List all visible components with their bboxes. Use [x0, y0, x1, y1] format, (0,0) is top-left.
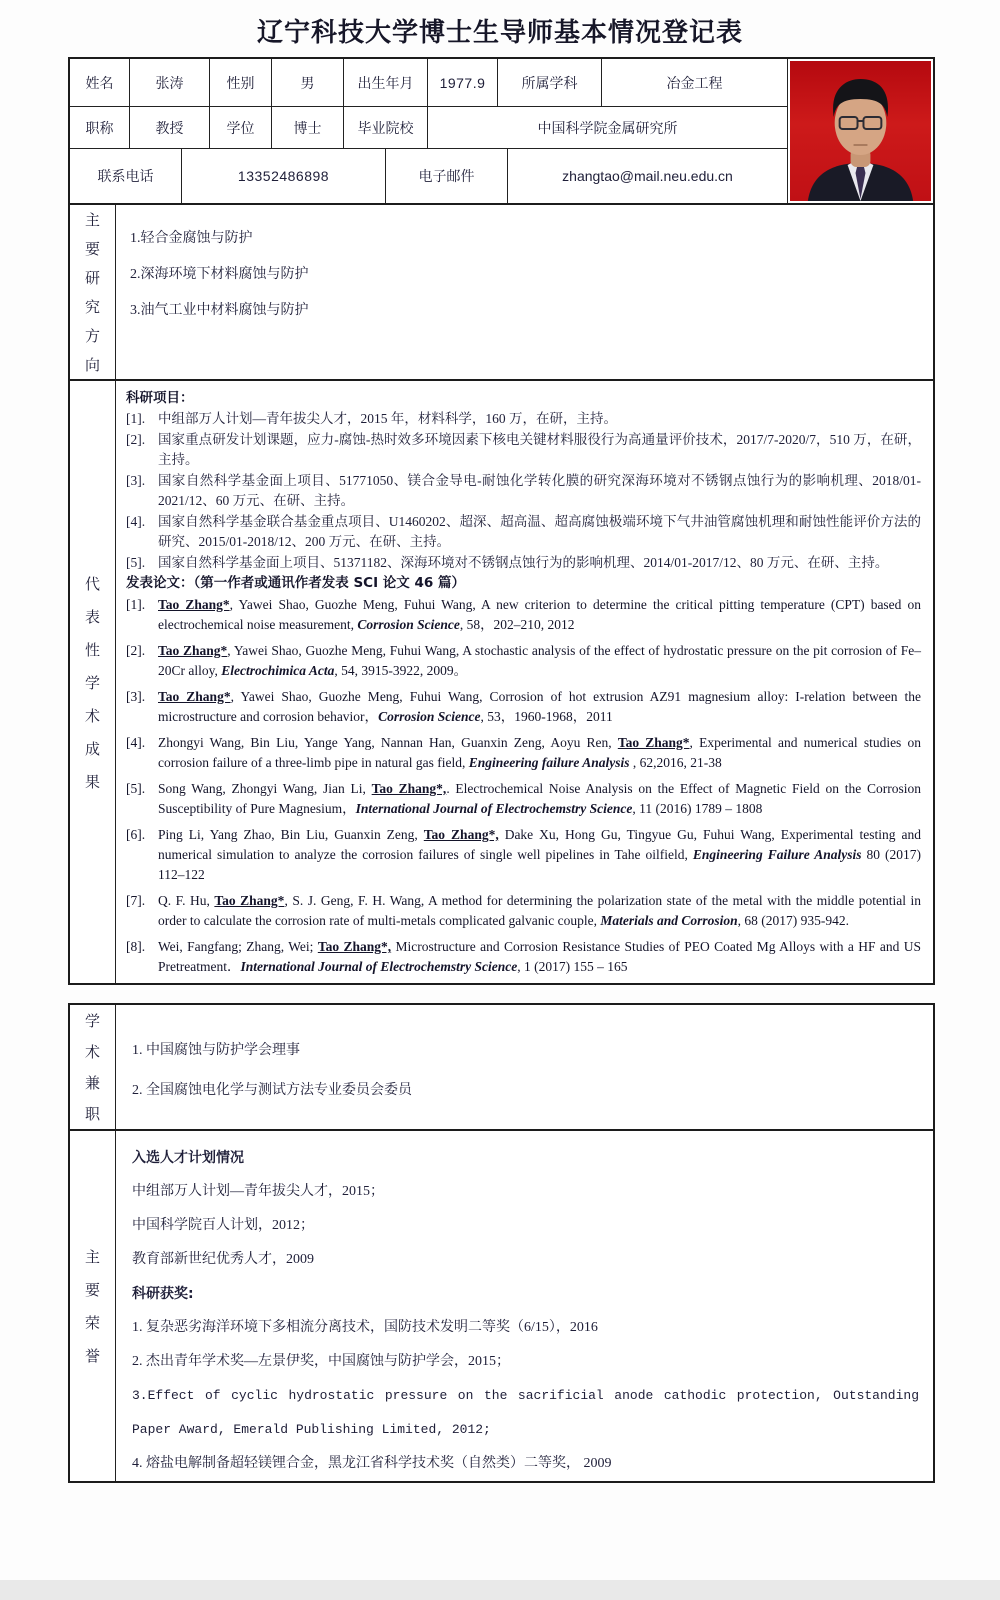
project-item: [2]. 国家重点研发计划课题，应力-腐蚀-热时效多环境因素下核电关键材料服役行为高通量评价技术，2017/7-2020/7，510 万，在研，主持。 — [126, 431, 921, 467]
name-label: 姓名 — [70, 59, 130, 106]
degree-label: 学位 — [210, 107, 272, 148]
honor-line: 1. 复杂恶劣海洋环境下多相流分离技术，国防技术发明二等奖（6/15），2016 — [132, 1320, 598, 1335]
honor-line: 科研获奖: — [132, 1286, 194, 1302]
academic-post-item: 1. 中国腐蚀与防护学会理事 — [132, 1043, 300, 1058]
phone-value: 13352486898 — [182, 149, 386, 203]
paper-item: [1]. Tao Zhang*, Yawei Shao, Guozhe Meng, Fuhui Wang, A new criterion to determine the critical pitting temperature (CPT) based on electrochemical noise measurement, Corrosion Science, 58，202–210, 2012 — [126, 597, 921, 632]
main-table — [68, 57, 935, 985]
papers-heading: 发表论文：（第一作者或通讯作者发表 SCI 论文 46 篇） — [126, 575, 465, 591]
school-value: 中国科学院金属研究所 — [537, 121, 678, 137]
paper-item: [3]. Tao Zhang*, Yawei Shao, Guozhe Meng, Fuhui Wang, Corrosion of hot extrusion AZ91 magnesium alloy: I-relation between the microstructure and corrosion behavior，Corrosion Science, 53，1960-1968，2011 — [126, 689, 921, 724]
projects-heading: 科研项目： — [126, 390, 194, 406]
project-item: [1]. 中组部万人计划—青年拔尖人才，2015 年，材料科学，160 万，在研，主持。 — [126, 411, 617, 426]
page-title: 辽宁科技大学博士生导师基本情况登记表 — [256, 18, 743, 48]
info-row-2 — [70, 107, 787, 149]
gender-label: 性别 — [210, 59, 272, 106]
achievements-content — [116, 381, 933, 983]
email-value: zhangtao@mail.neu.edu.cn — [562, 168, 733, 184]
academic-post-item: 2. 全国腐蚀电化学与测试方法专业委员会委员 — [132, 1083, 412, 1098]
honor-line: 教育部新世纪优秀人才，2009 — [132, 1252, 314, 1267]
honors-header — [70, 1131, 116, 1481]
honor-line: 2. 杰出青年学术奖—左景伊奖，中国腐蚀与防护学会，2015； — [132, 1354, 510, 1369]
academic-posts-content — [116, 1005, 933, 1129]
research-directions-content — [116, 205, 933, 379]
projects-list — [126, 409, 921, 573]
research-directions-section — [70, 203, 933, 379]
academic-posts-section — [70, 1005, 933, 1129]
research-direction-item: 3.油气工业中材料腐蚀与防护 — [130, 303, 309, 318]
secondary-table — [68, 1003, 935, 1483]
name-value: 张涛 — [130, 59, 210, 106]
research-directions-label: 主 要 研 究 方 向 — [84, 213, 100, 374]
honor-line: 3.Effect of cyclic hydrostatic pressure on the sacrificial anode cathodic protection, Outstanding Paper Award, Emerald Publishing Limited, 2012; — [132, 1388, 919, 1437]
discipline-value: 冶金工程 — [666, 76, 723, 92]
school-label: 毕业院校 — [344, 107, 428, 148]
research-directions-header — [70, 205, 116, 379]
paper-item: [5]. Song Wang, Zhongyi Wang, Jian Li, Tao Zhang*,. Electrochemical Noise Analysis on the Effect of Magnetic Field on the Corrosion Susceptibility of Pure Magnesium，International Journal of Electrochemstry Science, 11 (2016) 1789 – 1808 — [126, 781, 921, 816]
project-item: [3]. 国家自然科学基金面上项目、51771050、镁合金导电-耐蚀化学转化膜的研究深海环境对不锈钢点蚀行为的影响机理、2018/01-2021/12、60 万元、在研、主持。 — [126, 472, 921, 508]
honor-line: 入选人才计划情况 — [132, 1150, 244, 1166]
papers-list — [126, 595, 921, 977]
honor-line: 中组部万人计划—青年拔尖人才，2015； — [132, 1184, 384, 1199]
info-row-3 — [70, 149, 787, 203]
research-direction-item: 1.轻合金腐蚀与防护 — [130, 231, 253, 246]
id-photo — [787, 59, 933, 203]
research-direction-item: 2.深海环境下材料腐蚀与防护 — [130, 267, 309, 282]
achievements-section — [70, 379, 933, 983]
phone-label: 联系电话 — [70, 149, 182, 203]
basic-info-grid — [70, 59, 787, 203]
honor-line: 4. 熔盐电解制备超轻镁锂合金，黑龙江省科学技术奖（自然类）二等奖， 2009 — [132, 1456, 612, 1471]
gender-value: 男 — [272, 59, 344, 106]
rank-value: 教授 — [130, 107, 210, 148]
email-label: 电子邮件 — [386, 149, 508, 203]
honors-content — [116, 1131, 933, 1481]
paper-item: [4]. Zhongyi Wang, Bin Liu, Yange Yang, Nannan Han, Guanxin Zeng, Aoyu Ren, Tao Zhang*, Experimental and numerical studies on corrosion failure of a three-limb pipe in natural gas field, Engineering failure Analysis , 62,2016, 21-38 — [126, 735, 921, 770]
basic-info-section — [70, 59, 933, 203]
project-item: [5]. 国家自然科学基金面上项目、51371182、深海环境对不锈钢点蚀行为的影响机理、2014/01-2017/12、80 万元、在研、主持。 — [126, 554, 889, 570]
discipline-label: 所属学科 — [498, 59, 602, 106]
academic-posts-header — [70, 1005, 116, 1129]
achievements-label: 代 表 性 学 术 成 果 — [84, 576, 100, 791]
achievements-header — [70, 381, 116, 983]
id-photo-image — [790, 61, 931, 201]
academic-posts-label: 学 术 兼 职 — [84, 1014, 100, 1123]
birth-value: 1977.9 — [428, 59, 498, 106]
form-sheet — [68, 57, 935, 1483]
info-row-1 — [70, 59, 787, 107]
honors-label: 主 要 荣 誉 — [84, 1250, 100, 1365]
paper-item: [6]. Ping Li, Yang Zhao, Bin Liu, Guanxin Zeng, Tao Zhang*, Dake Xu, Hong Gu, Tingyue Gu, Fuhui Wang, Experimental testing and numerical simulation to analyze the corrosion failures of single well pipelines in Tahe oilfield, Engineering Failure Analysis 80 (2017) 112–122 — [126, 827, 921, 882]
project-item: [4]. 国家自然科学基金联合基金重点项目、U1460202、超深、超高温、超高腐蚀极端环境下气井油管腐蚀机理和耐蚀性能评价方法的研究、2015/01-2018/12、200 万元、在研、主持。 — [126, 513, 921, 549]
scan-bottom-strip — [0, 1580, 1000, 1600]
degree-value: 博士 — [272, 107, 344, 148]
rank-label: 职称 — [70, 107, 130, 148]
paper-item: [7]. Q. F. Hu, Tao Zhang*, S. J. Geng, F. H. Wang, A method for determining the polarization state of the metal with the middle potential in order to calculate the corrosion rate of multi-metals complicated galvanic couple, Materials and Corrosion, 68 (2017) 935-942. — [126, 893, 921, 928]
paper-item: [2]. Tao Zhang*, Yawei Shao, Guozhe Meng, Fuhui Wang, A stochastic analysis of the effect of hydrostatic pressure on the pit corrosion of Fe–20Cr alloy, Electrochimica Acta, 54, 3915-3922, 2009。 — [126, 643, 921, 678]
paper-item: [8]. Wei, Fangfang; Zhang, Wei; Tao Zhang*, Microstructure and Corrosion Resistance Studies of PEO Coated Mg Alloys with a HF and US Pretreatment．International Journal of Electrochemstry Science, 1 (2017) 155 – 165 — [126, 939, 921, 974]
birth-label: 出生年月 — [344, 59, 428, 106]
honor-line: 中国科学院百人计划，2012； — [132, 1218, 314, 1233]
honors-section — [70, 1129, 933, 1481]
